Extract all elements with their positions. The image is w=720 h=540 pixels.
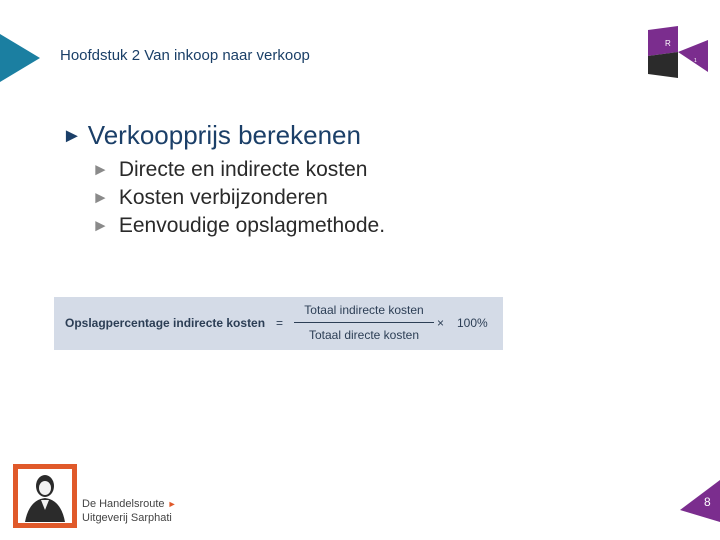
publisher-series: De Handelsroute xyxy=(82,498,165,510)
fraction-bar xyxy=(294,322,434,323)
page-number: 8 xyxy=(704,495,711,509)
bullet-list xyxy=(92,156,385,240)
bullet-arrow-icon: ► xyxy=(92,160,109,179)
bullet-arrow-icon: ► xyxy=(92,188,109,207)
list-item xyxy=(92,156,385,184)
list-item xyxy=(92,212,385,240)
logo-letter: R xyxy=(665,39,671,48)
formula-equals: = xyxy=(276,316,284,330)
formula-box xyxy=(54,297,503,350)
bullet-arrow-icon: ► xyxy=(92,216,109,235)
publisher-line2: Uitgeverij Sarphati xyxy=(82,512,172,524)
formula-percent: 100% xyxy=(457,316,488,330)
publisher-name xyxy=(82,497,177,525)
formula-fraction xyxy=(294,301,434,344)
logo-small-number: 1 xyxy=(694,58,697,64)
bullet-text: Directe en indirecte kosten xyxy=(118,158,368,181)
formula-denominator: Totaal directe kosten xyxy=(308,328,420,342)
list-item xyxy=(92,184,385,212)
left-triangle-marker xyxy=(0,34,40,82)
heading-arrow-icon: ► xyxy=(62,125,82,147)
slide-heading xyxy=(62,120,361,151)
bullet-text: Kosten verbijzonderen xyxy=(118,186,328,209)
formula-label: Opslagpercentage indirecte kosten xyxy=(65,316,266,330)
publisher-portrait-logo-icon xyxy=(13,464,77,528)
heading-text: Verkoopprijs berekenen xyxy=(87,120,361,150)
publisher-arrow-icon: ► xyxy=(167,499,177,509)
page-number-badge xyxy=(680,480,720,522)
chapter-title: Hoofdstuk 2 Van inkoop naar verkoop xyxy=(60,47,310,64)
brand-logo-icon xyxy=(646,26,708,78)
formula-times: × xyxy=(437,316,445,330)
publisher-line1 xyxy=(82,497,177,511)
formula-numerator: Totaal indirecte kosten xyxy=(304,303,424,317)
bullet-text: Eenvoudige opslagmethode. xyxy=(118,214,386,237)
